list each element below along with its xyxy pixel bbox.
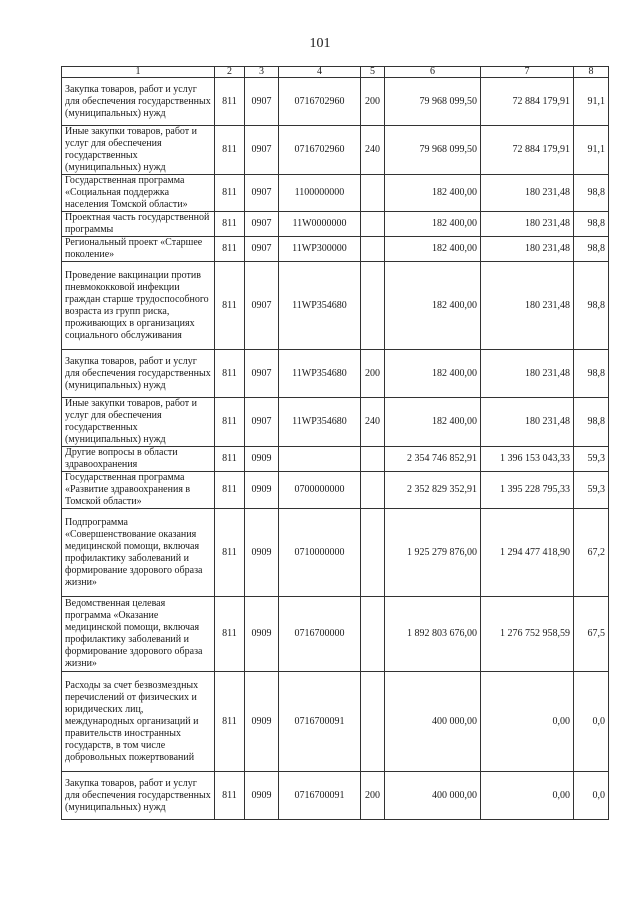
- row-name-cell: Подпрограмма «Совершенствование оказания медицинской помощи, включая профилактику заболеваний и формирование здорового образа жизни»: [62, 509, 215, 597]
- row-grbs-cell: 811: [215, 237, 245, 262]
- row-plan-cell: 400 000,00: [385, 772, 481, 820]
- row-plan-cell: 182 400,00: [385, 350, 481, 398]
- row-expense-type-cell: [361, 447, 385, 472]
- row-target-cell: 11W0000000: [279, 212, 361, 237]
- row-target-cell: 0700000000: [279, 472, 361, 509]
- row-expense-type-cell: 240: [361, 126, 385, 175]
- row-target-cell: 1100000000: [279, 175, 361, 212]
- table-row: [62, 126, 609, 175]
- row-percent-cell: 67,2: [574, 509, 609, 597]
- row-plan-cell: 2 352 829 352,91: [385, 472, 481, 509]
- row-percent-cell: 0,0: [574, 672, 609, 772]
- row-target-cell: 0716700091: [279, 772, 361, 820]
- header-col-7: 7: [481, 67, 574, 78]
- row-section-cell: 0907: [245, 126, 279, 175]
- row-percent-cell: 98,8: [574, 175, 609, 212]
- row-fact-cell: 1 294 477 418,90: [481, 509, 574, 597]
- row-expense-type-cell: [361, 212, 385, 237]
- row-grbs-cell: 811: [215, 212, 245, 237]
- table-row: [62, 237, 609, 262]
- row-section-cell: 0909: [245, 772, 279, 820]
- row-grbs-cell: 811: [215, 78, 245, 126]
- table-row: [62, 262, 609, 350]
- row-section-cell: 0909: [245, 597, 279, 672]
- row-fact-cell: 1 396 153 043,33: [481, 447, 574, 472]
- row-plan-cell: 182 400,00: [385, 398, 481, 447]
- row-grbs-cell: 811: [215, 772, 245, 820]
- row-plan-cell: 1 892 803 676,00: [385, 597, 481, 672]
- row-section-cell: 0907: [245, 350, 279, 398]
- row-fact-cell: 72 884 179,91: [481, 126, 574, 175]
- row-target-cell: 0716700000: [279, 597, 361, 672]
- row-percent-cell: 59,3: [574, 472, 609, 509]
- row-fact-cell: 180 231,48: [481, 398, 574, 447]
- row-percent-cell: 67,5: [574, 597, 609, 672]
- row-percent-cell: 0,0: [574, 772, 609, 820]
- row-name-cell: Расходы за счет безвозмездных перечислений от физических и юридических лиц, международных организаций и правительств иностранных государств, в том числе добровольных пожертвований: [62, 672, 215, 772]
- row-target-cell: 0710000000: [279, 509, 361, 597]
- table-row: [62, 597, 609, 672]
- row-target-cell: 0716702960: [279, 78, 361, 126]
- row-fact-cell: 180 231,48: [481, 350, 574, 398]
- row-name-cell: Ведомственная целевая программа «Оказание медицинской помощи, включая профилактику заболеваний и формирование здорового образа жизни»: [62, 597, 215, 672]
- row-name-cell: Иные закупки товаров, работ и услуг для обеспечения государственных (муниципальных) нужд: [62, 126, 215, 175]
- row-expense-type-cell: [361, 262, 385, 350]
- row-name-cell: Закупка товаров, работ и услуг для обеспечения государственных (муниципальных) нужд: [62, 78, 215, 126]
- row-expense-type-cell: [361, 672, 385, 772]
- budget-table: [61, 66, 609, 820]
- header-col-4: 4: [279, 67, 361, 78]
- row-name-cell: Закупка товаров, работ и услуг для обеспечения государственных (муниципальных) нужд: [62, 350, 215, 398]
- row-grbs-cell: 811: [215, 262, 245, 350]
- row-section-cell: 0907: [245, 78, 279, 126]
- row-grbs-cell: 811: [215, 472, 245, 509]
- row-plan-cell: 400 000,00: [385, 672, 481, 772]
- row-name-cell: Государственная программа «Развитие здравоохранения в Томской области»: [62, 472, 215, 509]
- table-row: [62, 672, 609, 772]
- table-row: [62, 772, 609, 820]
- row-section-cell: 0909: [245, 447, 279, 472]
- row-plan-cell: 2 354 746 852,91: [385, 447, 481, 472]
- row-target-cell: 11WP354680: [279, 350, 361, 398]
- row-fact-cell: 0,00: [481, 672, 574, 772]
- row-grbs-cell: 811: [215, 350, 245, 398]
- table-row: [62, 78, 609, 126]
- row-section-cell: 0909: [245, 509, 279, 597]
- row-fact-cell: 0,00: [481, 772, 574, 820]
- table-row: [62, 472, 609, 509]
- row-grbs-cell: 811: [215, 447, 245, 472]
- table-row: [62, 447, 609, 472]
- row-expense-type-cell: [361, 597, 385, 672]
- row-expense-type-cell: 200: [361, 350, 385, 398]
- row-expense-type-cell: [361, 509, 385, 597]
- header-col-3: 3: [245, 67, 279, 78]
- page-number: 101: [309, 36, 331, 51]
- row-name-cell: Проведение вакцинации против пневмококковой инфекции граждан старше трудоспособного возраста из групп риска, проживающих в организациях социального обслуживания: [62, 262, 215, 350]
- row-name-cell: Другие вопросы в области здравоохранения: [62, 447, 215, 472]
- row-name-cell: Проектная часть государственной программы: [62, 212, 215, 237]
- row-fact-cell: 180 231,48: [481, 212, 574, 237]
- row-expense-type-cell: 200: [361, 772, 385, 820]
- row-grbs-cell: 811: [215, 398, 245, 447]
- row-plan-cell: 182 400,00: [385, 212, 481, 237]
- table-row: [62, 350, 609, 398]
- row-section-cell: 0907: [245, 262, 279, 350]
- row-plan-cell: 182 400,00: [385, 175, 481, 212]
- row-percent-cell: 91,1: [574, 78, 609, 126]
- row-target-cell: 0716702960: [279, 126, 361, 175]
- row-fact-cell: 180 231,48: [481, 175, 574, 212]
- row-section-cell: 0907: [245, 212, 279, 237]
- row-expense-type-cell: 200: [361, 78, 385, 126]
- table-row: [62, 175, 609, 212]
- row-fact-cell: 72 884 179,91: [481, 78, 574, 126]
- row-plan-cell: 79 968 099,50: [385, 78, 481, 126]
- header-col-8: 8: [574, 67, 609, 78]
- row-expense-type-cell: [361, 237, 385, 262]
- row-grbs-cell: 811: [215, 509, 245, 597]
- row-percent-cell: 91,1: [574, 126, 609, 175]
- header-col-5: 5: [361, 67, 385, 78]
- row-target-cell: [279, 447, 361, 472]
- row-section-cell: 0907: [245, 398, 279, 447]
- row-section-cell: 0909: [245, 672, 279, 772]
- header-col-2: 2: [215, 67, 245, 78]
- row-plan-cell: 182 400,00: [385, 262, 481, 350]
- row-plan-cell: 79 968 099,50: [385, 126, 481, 175]
- row-expense-type-cell: [361, 175, 385, 212]
- row-target-cell: 11WP300000: [279, 237, 361, 262]
- table-row: [62, 509, 609, 597]
- row-name-cell: Закупка товаров, работ и услуг для обеспечения государственных (муниципальных) нужд: [62, 772, 215, 820]
- row-grbs-cell: 811: [215, 175, 245, 212]
- row-fact-cell: 1 276 752 958,59: [481, 597, 574, 672]
- table-header-row: [62, 67, 609, 78]
- row-section-cell: 0907: [245, 237, 279, 262]
- header-col-6: 6: [385, 67, 481, 78]
- row-fact-cell: 180 231,48: [481, 237, 574, 262]
- row-expense-type-cell: 240: [361, 398, 385, 447]
- row-percent-cell: 98,8: [574, 237, 609, 262]
- row-section-cell: 0907: [245, 175, 279, 212]
- table-row: [62, 398, 609, 447]
- row-grbs-cell: 811: [215, 597, 245, 672]
- header-col-1: 1: [62, 67, 215, 78]
- row-expense-type-cell: [361, 472, 385, 509]
- row-name-cell: Иные закупки товаров, работ и услуг для обеспечения государственных (муниципальных) нужд: [62, 398, 215, 447]
- row-grbs-cell: 811: [215, 672, 245, 772]
- row-grbs-cell: 811: [215, 126, 245, 175]
- row-percent-cell: 98,8: [574, 262, 609, 350]
- row-target-cell: 11WP354680: [279, 262, 361, 350]
- row-section-cell: 0909: [245, 472, 279, 509]
- row-percent-cell: 98,8: [574, 350, 609, 398]
- row-percent-cell: 98,8: [574, 212, 609, 237]
- table-row: [62, 212, 609, 237]
- row-target-cell: 11WP354680: [279, 398, 361, 447]
- row-name-cell: Государственная программа «Социальная поддержка населения Томской области»: [62, 175, 215, 212]
- row-target-cell: 0716700091: [279, 672, 361, 772]
- row-name-cell: Региональный проект «Старшее поколение»: [62, 237, 215, 262]
- row-fact-cell: 1 395 228 795,33: [481, 472, 574, 509]
- row-percent-cell: 98,8: [574, 398, 609, 447]
- row-percent-cell: 59,3: [574, 447, 609, 472]
- row-plan-cell: 182 400,00: [385, 237, 481, 262]
- row-plan-cell: 1 925 279 876,00: [385, 509, 481, 597]
- row-fact-cell: 180 231,48: [481, 262, 574, 350]
